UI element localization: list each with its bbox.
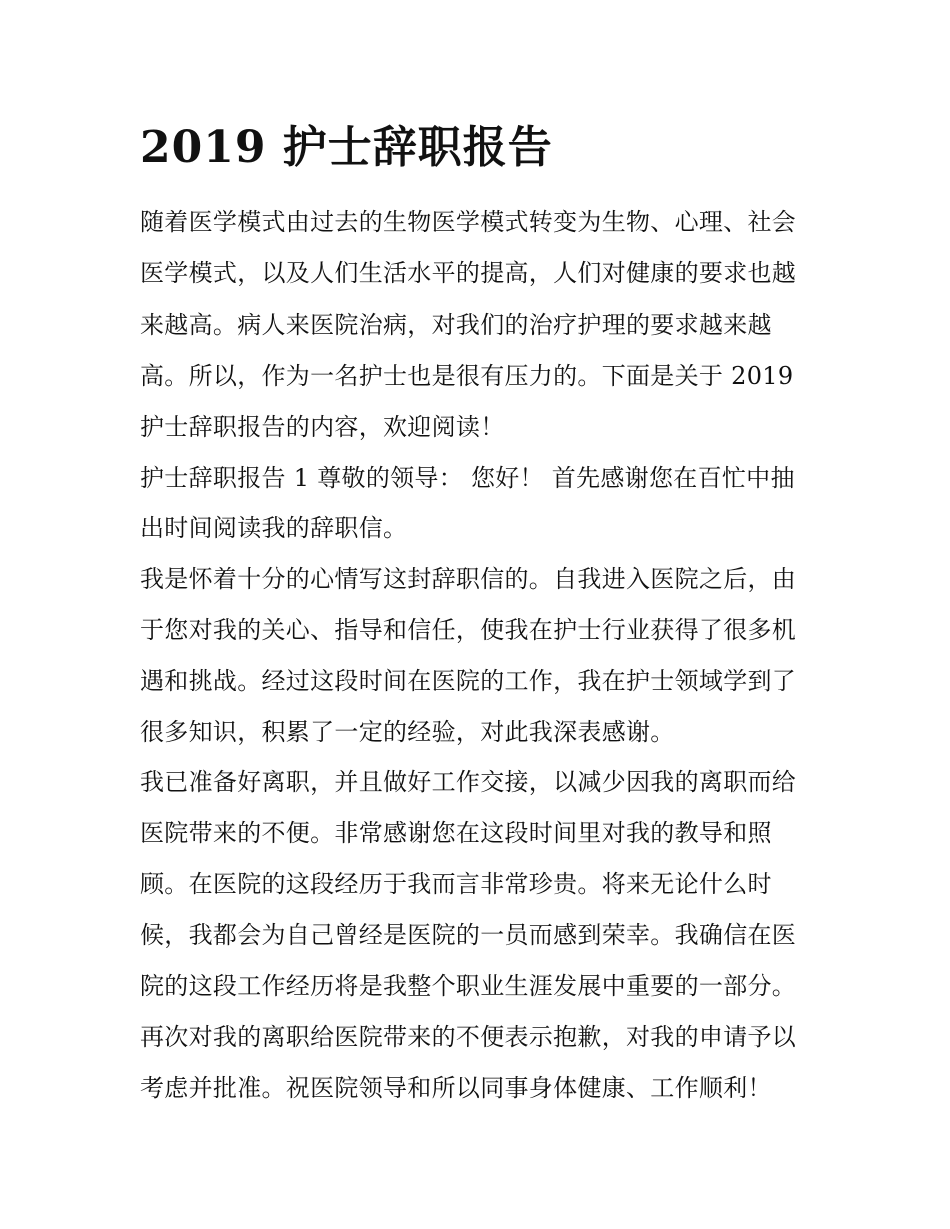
body-line: 医院带来的不便。非常感谢您在这段时间里对我的教导和照: [140, 819, 772, 847]
body-line: 于您对我的关心、指导和信任，使我在护士行业获得了很多机: [140, 616, 797, 644]
body-line: 再次对我的离职给医院带来的不便表示抱歉，对我的申请予以: [140, 1023, 797, 1051]
body-line: 护士辞职报告 1 尊敬的领导： 您好！ 首先感谢您在百忙中抽: [140, 464, 795, 492]
body-line: 出时间阅读我的辞职信。: [140, 514, 408, 542]
body-line: 护士辞职报告的内容，欢迎阅读！: [140, 413, 505, 441]
body-line: 高。所以，作为一名护士也是很有压力的。下面是关于 2019: [140, 362, 794, 390]
body-line: 很多知识，积累了一定的经验，对此我深表感谢。: [140, 718, 675, 746]
body-line: 来越高。病人来医院治病，对我们的治疗护理的要求越来越: [140, 311, 772, 339]
body-line: 候，我都会为自己曾经是医院的一员而感到荣幸。我确信在医: [140, 921, 797, 949]
body-line: 院的这段工作经历将是我整个职业生涯发展中重要的一部分。: [140, 972, 797, 1000]
body-line: 我已准备好离职，并且做好工作交接，以减少因我的离职而给: [140, 768, 797, 796]
body-line: 顾。在医院的这段经历于我而言非常珍贵。将来无论什么时: [140, 870, 772, 898]
body-line: 我是怀着十分的心情写这封辞职信的。自我进入医院之后，由: [140, 565, 797, 593]
body-line: 医学模式，以及人们生活水平的提高，人们对健康的要求也越: [140, 259, 797, 287]
body-line: 随着医学模式由过去的生物医学模式转变为生物、心理、社会: [140, 208, 797, 236]
body-line: 考虑并批准。祝医院领导和所以同事身体健康、工作顺利！: [140, 1074, 772, 1102]
body-line: 遇和挑战。经过这段时间在医院的工作，我在护士领域学到了: [140, 667, 797, 695]
document-title: 2019 护士辞职报告: [140, 122, 553, 173]
